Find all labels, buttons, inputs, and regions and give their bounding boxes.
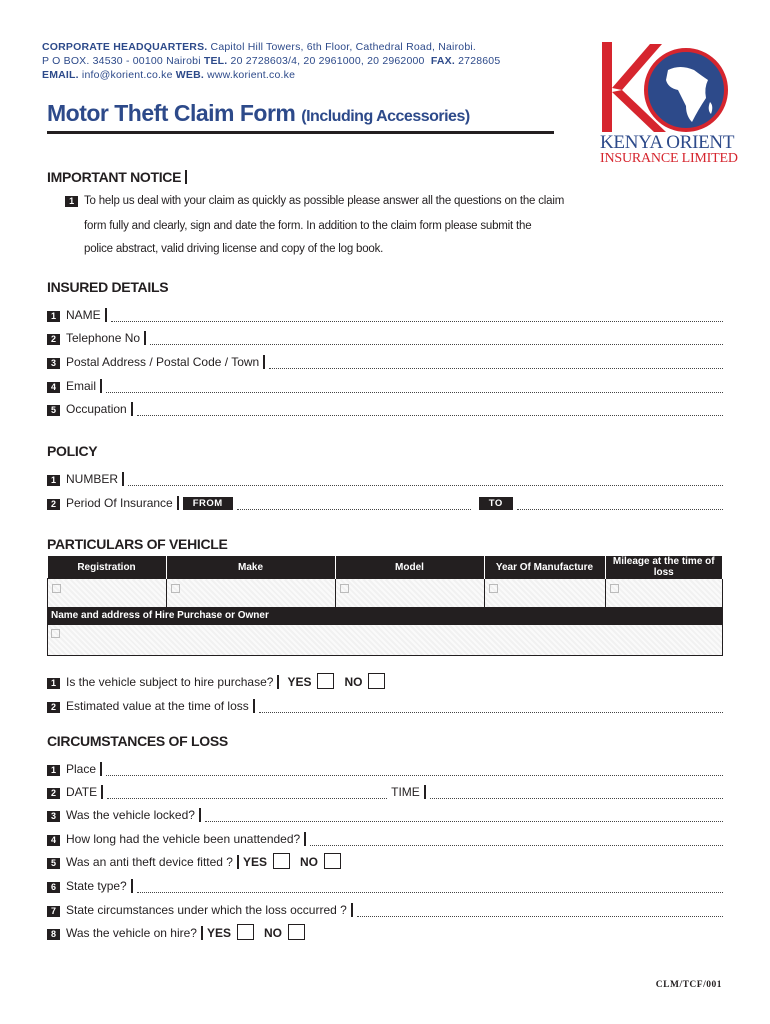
state-type-field[interactable]	[137, 882, 723, 893]
yes-label: YES	[206, 926, 231, 940]
yes-label: YES	[242, 855, 267, 869]
locked-label: Was the vehicle locked?	[66, 808, 195, 822]
name-field[interactable]	[111, 311, 723, 322]
to-tag: TO	[479, 497, 513, 510]
email: info@korient.co.ke	[81, 69, 173, 81]
vehicle-heading: PARTICULARS OF VEHICLE	[47, 536, 228, 552]
field-num: 2	[47, 788, 60, 799]
owner-cell[interactable]	[47, 624, 723, 656]
date-field[interactable]	[107, 788, 387, 799]
postal-address-field[interactable]	[269, 358, 723, 369]
field-num: 7	[47, 906, 60, 917]
state-type-label: State type?	[66, 879, 127, 893]
policy-number-label: NUMBER	[66, 472, 119, 486]
field-num: 3	[47, 811, 60, 822]
insured-occupation-row	[47, 400, 723, 416]
antitheft-no-checkbox[interactable]	[324, 853, 341, 869]
email-label: EMAIL.	[42, 69, 79, 81]
insured-name-row	[47, 306, 723, 322]
occupation-label: Occupation	[66, 402, 127, 416]
circumstances-field[interactable]	[357, 906, 723, 917]
col-model: Model	[335, 556, 484, 579]
field-num: 6	[47, 882, 60, 893]
field-num: 2	[47, 334, 60, 345]
unattended-label: How long had the vehicle been unattended?	[66, 832, 301, 846]
antitheft-row	[47, 853, 351, 869]
header-web-line	[42, 69, 295, 81]
place-label: Place	[66, 762, 97, 776]
email-label: Email	[66, 379, 97, 393]
fax-label: FAX.	[430, 55, 455, 67]
no-label: NO	[300, 855, 318, 869]
field-num: 5	[47, 858, 60, 869]
form-code: CLM/TCF/001	[655, 980, 722, 990]
form-title	[47, 100, 470, 127]
hq-text: Capitol Hill Towers, 6th Floor, Cathedral Road, Nairobi.	[210, 41, 477, 53]
locked-field[interactable]	[205, 811, 723, 822]
policy-period-row	[47, 494, 723, 510]
notice-line-2: form fully and clearly, sign and date the form. In addition to the claim form please submit the	[84, 220, 532, 232]
field-num: 1	[47, 678, 60, 689]
period-from-field[interactable]	[237, 499, 471, 510]
on-hire-yes-checkbox[interactable]	[237, 924, 254, 940]
fax: 2728605	[458, 55, 501, 67]
col-registration: Registration	[48, 556, 167, 579]
field-num: 2	[47, 702, 60, 713]
time-field[interactable]	[430, 788, 723, 799]
unattended-row	[47, 830, 723, 846]
antitheft-label: Was an anti theft device fitted ?	[66, 855, 233, 869]
header-contact-line	[42, 55, 500, 67]
form-title-sub: (Including Accessories)	[301, 108, 470, 125]
estimated-value-label: Estimated value at the time of loss	[66, 699, 249, 713]
col-make: Make	[166, 556, 335, 579]
on-hire-row	[47, 924, 315, 940]
loss-heading: CIRCUMSTANCES OF LOSS	[47, 733, 228, 749]
occupation-field[interactable]	[137, 405, 723, 416]
time-label: TIME	[391, 785, 420, 799]
field-num: 4	[47, 382, 60, 393]
estimated-value-field[interactable]	[259, 702, 723, 713]
ko-logo-icon	[598, 40, 733, 140]
form-title-main: Motor Theft Claim Form	[47, 100, 296, 126]
telephone-field[interactable]	[150, 334, 723, 345]
postal-address-label: Postal Address / Postal Code / Town	[66, 355, 260, 369]
tel-label: TEL.	[203, 55, 228, 67]
field-num: 2	[47, 499, 60, 510]
hq-label: CORPORATE HEADQUARTERS.	[42, 41, 208, 53]
estimated-value-row	[47, 697, 723, 713]
pobox: P O BOX. 34530 - 00100 Nairobi	[42, 55, 201, 67]
from-tag: FROM	[183, 497, 233, 510]
insured-heading: INSURED DETAILS	[47, 279, 169, 295]
col-year: Year Of Manufacture	[484, 556, 605, 579]
notice-text-1: To help us deal with your claim as quickly as possible please answer all the questions on the claim	[84, 195, 565, 207]
circumstances-row	[47, 901, 723, 917]
web: www.korient.co.ke	[207, 69, 296, 81]
field-num: 1	[47, 765, 60, 776]
email-field[interactable]	[106, 382, 723, 393]
field-num: 1	[47, 311, 60, 322]
antitheft-yes-checkbox[interactable]	[273, 853, 290, 869]
telephone-label: Telephone No	[66, 331, 141, 345]
place-field[interactable]	[106, 765, 723, 776]
insured-phone-row	[47, 329, 723, 345]
yes-label: YES	[287, 675, 312, 689]
notice-line-1	[65, 195, 564, 207]
title-divider	[47, 131, 554, 134]
no-label: NO	[263, 926, 282, 940]
insured-email-row	[47, 377, 723, 393]
field-num: 3	[47, 358, 60, 369]
period-to-field[interactable]	[517, 499, 723, 510]
date-time-row	[47, 783, 723, 799]
hire-purchase-no-checkbox[interactable]	[368, 673, 385, 689]
notice-heading	[47, 169, 187, 185]
logo-name-line1: KENYA ORIENT	[600, 132, 735, 153]
locked-row	[47, 806, 723, 822]
field-num: 5	[47, 405, 60, 416]
web-label: WEB.	[175, 69, 204, 81]
hire-purchase-row	[47, 673, 395, 689]
unattended-field[interactable]	[310, 835, 723, 846]
date-label: DATE	[66, 785, 98, 799]
field-num: 1	[47, 475, 60, 486]
hire-purchase-label: Is the vehicle subject to hire purchase?	[66, 675, 274, 689]
field-num: 8	[47, 929, 60, 940]
place-row	[47, 760, 723, 776]
notice-num: 1	[65, 196, 78, 207]
hire-purchase-yes-checkbox[interactable]	[317, 673, 334, 689]
policy-heading: POLICY	[47, 443, 98, 459]
state-type-row	[47, 877, 723, 893]
logo-name-line2: INSURANCE LIMITED	[600, 151, 738, 166]
col-mileage: Mileage at the time of loss	[605, 556, 723, 579]
period-label: Period Of Insurance	[66, 496, 173, 510]
no-label: NO	[344, 675, 363, 689]
owner-header: Name and address of Hire Purchase or Owner	[47, 607, 723, 624]
field-num: 4	[47, 835, 60, 846]
header-address-line	[42, 41, 476, 53]
on-hire-label: Was the vehicle on hire?	[66, 926, 197, 940]
insured-postal-row	[47, 353, 723, 369]
policy-number-row	[47, 470, 723, 486]
on-hire-no-checkbox[interactable]	[288, 924, 305, 940]
company-logo	[598, 40, 738, 168]
tel: 20 2728603/4, 20 2961000, 20 2962000	[230, 55, 425, 67]
notice-heading-text: IMPORTANT NOTICE	[47, 169, 182, 185]
policy-number-field[interactable]	[128, 475, 723, 486]
name-label: NAME	[66, 308, 101, 322]
circumstances-label: State circumstances under which the loss occurred ?	[66, 903, 347, 917]
notice-line-3: police abstract, valid driving license and copy of the log book.	[84, 243, 384, 255]
